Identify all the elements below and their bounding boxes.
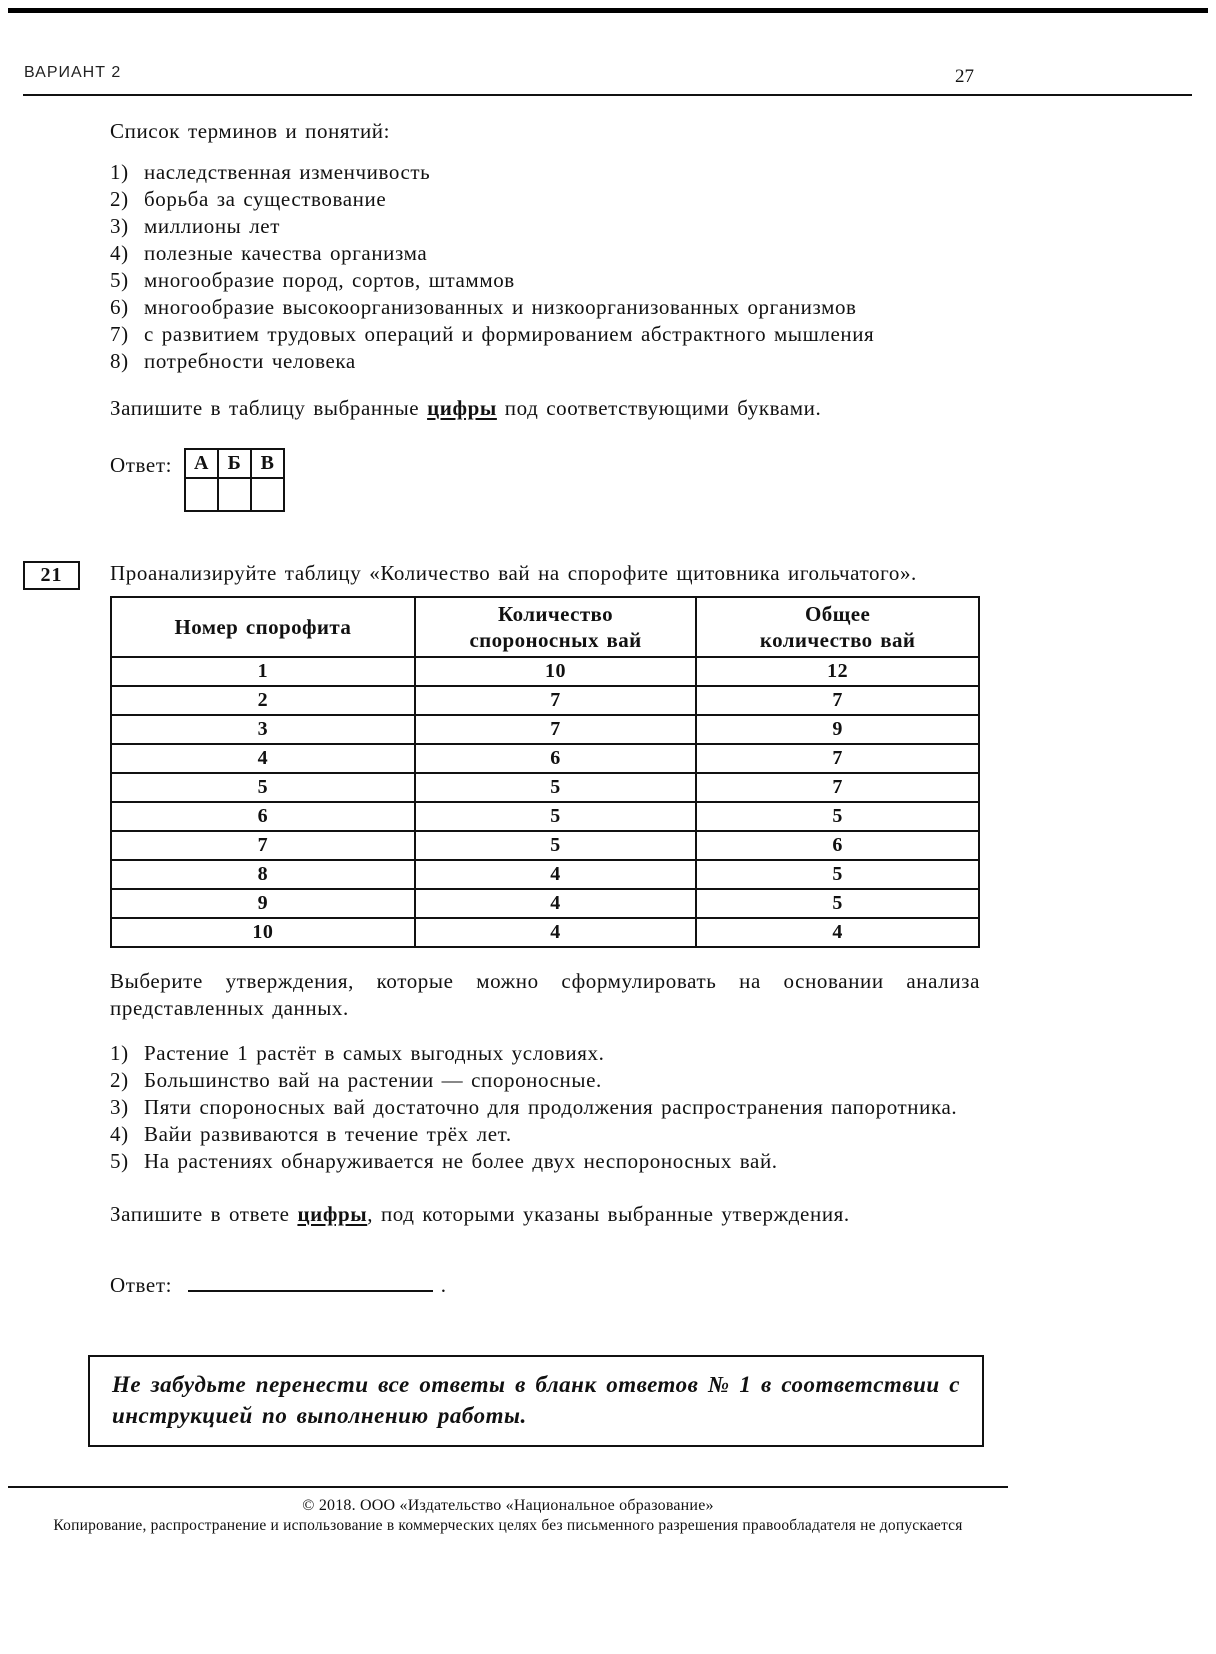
term-item — [110, 240, 980, 267]
footer-legal: Копирование, распространение и использование в коммерческих целях без письменного разрешения правообладателя не допускается — [53, 1517, 963, 1534]
term-text: наследственная изменчивость — [144, 160, 431, 184]
table-cell: 7 — [111, 831, 415, 860]
table-cell: 5 — [415, 831, 697, 860]
statement-text: Большинство вай на растении — спороносные. — [144, 1068, 602, 1092]
term-number: 4) — [110, 241, 129, 265]
term-text: борьба за существование — [144, 187, 387, 211]
statement-number: 2) — [110, 1068, 129, 1092]
table-cell: 3 — [111, 715, 415, 744]
instruction-emphasis: цифры — [297, 1202, 368, 1226]
statement-item — [110, 1040, 980, 1067]
table-cell: 9 — [696, 715, 979, 744]
table-cell: 6 — [415, 744, 697, 773]
question-text: Проанализируйте таблицу «Количество вай на спорофите щитовника игольчатого». — [110, 561, 917, 585]
table-row — [111, 831, 979, 860]
statement-item — [110, 1121, 980, 1148]
answer-period: . — [440, 1273, 447, 1297]
terms-title: Список терминов и понятий: — [110, 119, 391, 143]
table-row — [111, 860, 979, 889]
table-row — [111, 773, 979, 802]
term-item — [110, 159, 980, 186]
answer-blank-line — [188, 1288, 433, 1292]
transfer-notice: Не забудьте перенести все ответы в бланк ответов № 1 в соответствии с инструкцией по выполнению работы. — [88, 1355, 984, 1447]
statement-number: 3) — [110, 1095, 129, 1119]
table-cell: 4 — [415, 860, 697, 889]
table-header-cell: Количество спороносных вай — [415, 597, 697, 657]
term-text: многообразие высокоорганизованных и низкоорганизованных организмов — [144, 295, 857, 319]
term-item — [110, 267, 980, 294]
terms-instruction — [110, 395, 980, 422]
table-cell: 6 — [696, 831, 979, 860]
answer-label: Ответ: — [110, 453, 173, 477]
table-header-row — [111, 597, 979, 657]
term-item — [110, 348, 980, 375]
q21-answer-block — [110, 1272, 980, 1299]
answer-grid-cell — [185, 478, 218, 511]
table-cell: 8 — [111, 860, 415, 889]
answer-grid-cell — [251, 478, 284, 511]
instruction-text: Запишите в ответе — [110, 1202, 298, 1226]
term-text: потребности человека — [144, 349, 356, 373]
statement-number: 5) — [110, 1149, 129, 1173]
table-cell: 5 — [696, 802, 979, 831]
table-cell: 4 — [111, 744, 415, 773]
table-cell: 10 — [111, 918, 415, 947]
table-cell: 6 — [111, 802, 415, 831]
table-row — [111, 889, 979, 918]
term-item — [110, 213, 980, 240]
table-cell: 10 — [415, 657, 697, 686]
footer-copyright: © 2018. ООО «Издательство «Национальное образование» — [302, 1497, 714, 1514]
table-cell: 2 — [111, 686, 415, 715]
instruction-text: под соответствующими буквами. — [496, 396, 822, 420]
page-footer — [8, 1486, 1008, 1536]
question-number-box: 21 — [23, 561, 80, 590]
statement-item — [110, 1067, 980, 1094]
question-prompt: Выберите утверждения, которые можно сформулировать на основании анализа представленных данных. — [110, 969, 980, 1020]
statement-item — [110, 1094, 980, 1121]
table-cell: 4 — [696, 918, 979, 947]
table-cell: 12 — [696, 657, 979, 686]
table-cell: 5 — [696, 860, 979, 889]
term-number: 7) — [110, 322, 129, 346]
table-cell: 7 — [415, 686, 697, 715]
table-row — [111, 715, 979, 744]
term-text: с развитием трудовых операций и формированием абстрактного мышления — [144, 322, 875, 346]
statement-text: На растениях обнаруживается не более двух неспороносных вай. — [144, 1149, 778, 1173]
table-cell: 7 — [415, 715, 697, 744]
table-row — [111, 686, 979, 715]
table-cell: 5 — [415, 802, 697, 831]
term-number: 3) — [110, 214, 129, 238]
table-cell: 5 — [415, 773, 697, 802]
term-item — [110, 321, 980, 348]
table-cell: 7 — [696, 773, 979, 802]
statement-number: 1) — [110, 1041, 129, 1065]
instruction-emphasis: цифры — [427, 396, 497, 420]
term-number: 8) — [110, 349, 129, 373]
variant-label: ВАРИАНТ 2 — [24, 64, 122, 81]
table-cell: 5 — [696, 889, 979, 918]
answer-label: Ответ: — [110, 1273, 173, 1297]
instruction-text: Запишите в таблицу выбранные — [110, 396, 428, 420]
write-instruction — [110, 1201, 980, 1228]
table-row — [111, 744, 979, 773]
answer-grid-cell — [218, 478, 251, 511]
sporophyte-data-table — [110, 596, 980, 948]
statements-list — [110, 1040, 980, 1175]
terms-answer-block — [110, 448, 980, 512]
statement-text: Растение 1 растёт в самых выгодных условиях. — [144, 1041, 605, 1065]
table-row — [111, 657, 979, 686]
table-cell: 7 — [696, 686, 979, 715]
term-text: многообразие пород, сортов, штаммов — [144, 268, 515, 292]
answer-grid-col-v: В — [251, 449, 284, 478]
statement-item — [110, 1148, 980, 1175]
term-number: 6) — [110, 295, 129, 319]
table-cell: 7 — [696, 744, 979, 773]
table-cell: 4 — [415, 918, 697, 947]
term-number: 5) — [110, 268, 129, 292]
statement-text: Вайи развиваются в течение трёх лет. — [144, 1122, 512, 1146]
question-21 — [40, 560, 980, 1299]
term-text: полезные качества организма — [144, 241, 428, 265]
table-cell: 4 — [415, 889, 697, 918]
answer-grid-col-a: А — [185, 449, 218, 478]
statement-number: 4) — [110, 1122, 129, 1146]
answer-grid-input-row — [185, 478, 284, 511]
page-number: 27 — [955, 66, 974, 87]
term-item — [110, 294, 980, 321]
answer-grid — [184, 448, 285, 512]
table-cell: 1 — [111, 657, 415, 686]
term-number: 2) — [110, 187, 129, 211]
table-row — [111, 802, 979, 831]
top-rule — [8, 8, 1208, 13]
term-number: 1) — [110, 160, 129, 184]
instruction-text: , под которыми указаны выбранные утверждения. — [367, 1202, 850, 1226]
table-row — [111, 918, 979, 947]
table-header-cell: Номер спорофита — [111, 597, 415, 657]
statement-text: Пяти спороносных вай достаточно для продолжения распространения папоротника. — [144, 1095, 958, 1119]
header-rule — [23, 94, 1192, 96]
term-text: миллионы лет — [144, 214, 280, 238]
table-header-cell: Общее количество вай — [696, 597, 979, 657]
table-cell: 9 — [111, 889, 415, 918]
answer-grid-col-b: Б — [218, 449, 251, 478]
terms-list — [110, 159, 980, 375]
table-cell: 5 — [111, 773, 415, 802]
answer-grid-header-row — [185, 449, 284, 478]
term-item — [110, 186, 980, 213]
